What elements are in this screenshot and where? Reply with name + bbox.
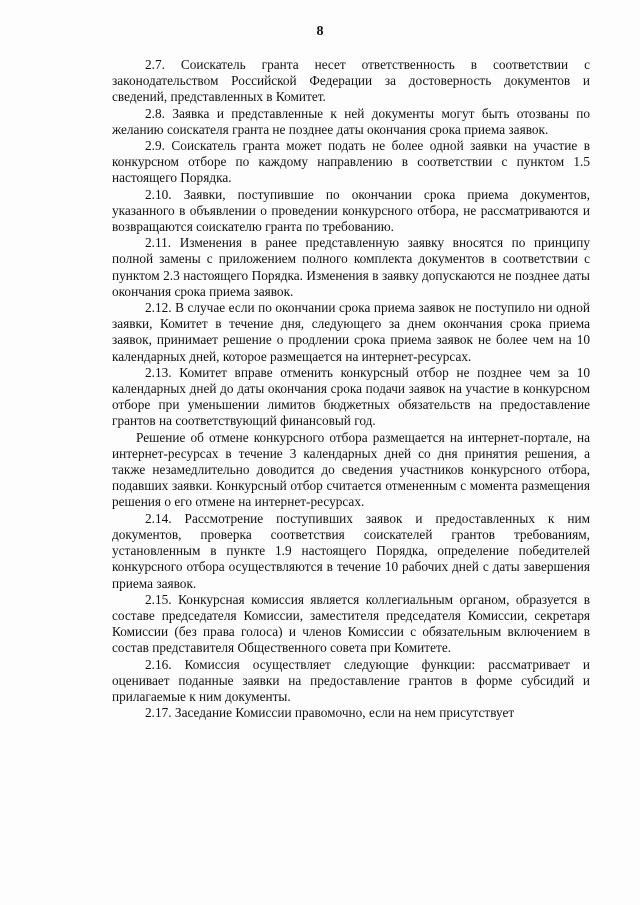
paragraph-2-13: 2.13. Комитет вправе отменить конкурсный отбор не позднее чем за 10 календарных дней до даты окончания срока подачи заявок на участие в конкурсном отборе при уменьшении лимитов бюджетных обязательств на предоставление грантов на соответствующий финансовый год. [112, 364, 590, 429]
paragraph-2-8: 2.8. Заявка и представленные к ней документы могут быть отозваны по желанию соискателя гранта не позднее даты окончания срока приема заявок. [112, 105, 590, 137]
paragraph-2-11: 2.11. Изменения в ранее представленную заявку вносятся по принципу полной замены с приложением полного комплекта документов в соответствии с пунктом 2.3 настоящего Порядка. Изменения в заявку допускаются не позднее даты окончания срока приема заявок. [112, 235, 590, 299]
page-number: 8 [316, 24, 324, 39]
document-body [112, 57, 590, 721]
paragraph-2-17: 2.17. Заседание Комиссии правомочно, если на нем присутствует [145, 705, 515, 721]
paragraph-2-14: 2.14. Рассмотрение поступивших заявок и предоставленных к ним документов, проверка соответствия соискателей грантов требованиям, установленным в пункте 1.9 настоящего Порядка, определение победителей конкурсного отбора осуществляются в течение 10 рабочих дней с даты завершения приема заявок. [112, 510, 590, 591]
paragraph-2-16: 2.16. Комиссия осуществляет следующие функции: рассматривает и оценивает поданные заявки на предоставление грантов в форме субсидий и прилагаемые к ним документы. [112, 656, 590, 704]
paragraph-2-15: 2.15. Конкурсная комиссия является коллегиальным органом, образуется в составе председателя Комиссии, заместителя председателя Комиссии, секретаря Комиссии (без права голоса) и членов Комиссии с обязательным включением в состав представителя Общественного совета при Комитете. [112, 591, 590, 656]
paragraph-2-7: 2.7. Соискатель гранта несет ответственность в соответствии с законодательством Российской Федерации за достоверность документов и сведений, представленных в Комитет. [112, 57, 590, 105]
paragraph-2-12: 2.12. В случае если по окончании срока приема заявок не поступило ни одной заявки, Комитет в течение дня, следующего за днем окончания срока приема заявок, принимает решение о продлении срока приема заявок не более чем на 10 календарных дней, которое размещается на интернет-ресурсах. [112, 300, 590, 364]
paragraph-2-9: 2.9. Соискатель гранта может подать не более одной заявки на участие в конкурсном отборе по каждому направлению в соответствии с пунктом 1.5 настоящего Порядка. [112, 138, 590, 186]
paragraph-2-10: 2.10. Заявки, поступившие по окончании срока приема документов, указанного в объявлении о проведении конкурсного отбора, не рассматриваются и возвращаются соискателю гранта по требованию. [112, 186, 590, 235]
paragraph-cancellation-decision: Решение об отмене конкурсного отбора размещается на интернет-портале, на интернет-ресурсах в течение 3 календарных дней со дня принятия решения, а также незамедлительно доводится до сведения участников конкурсного отбора, подавших заявки. Конкурсный отбор считается отмененным с момента размещения решения о его отмене на интернет-ресурсах. [112, 429, 590, 510]
